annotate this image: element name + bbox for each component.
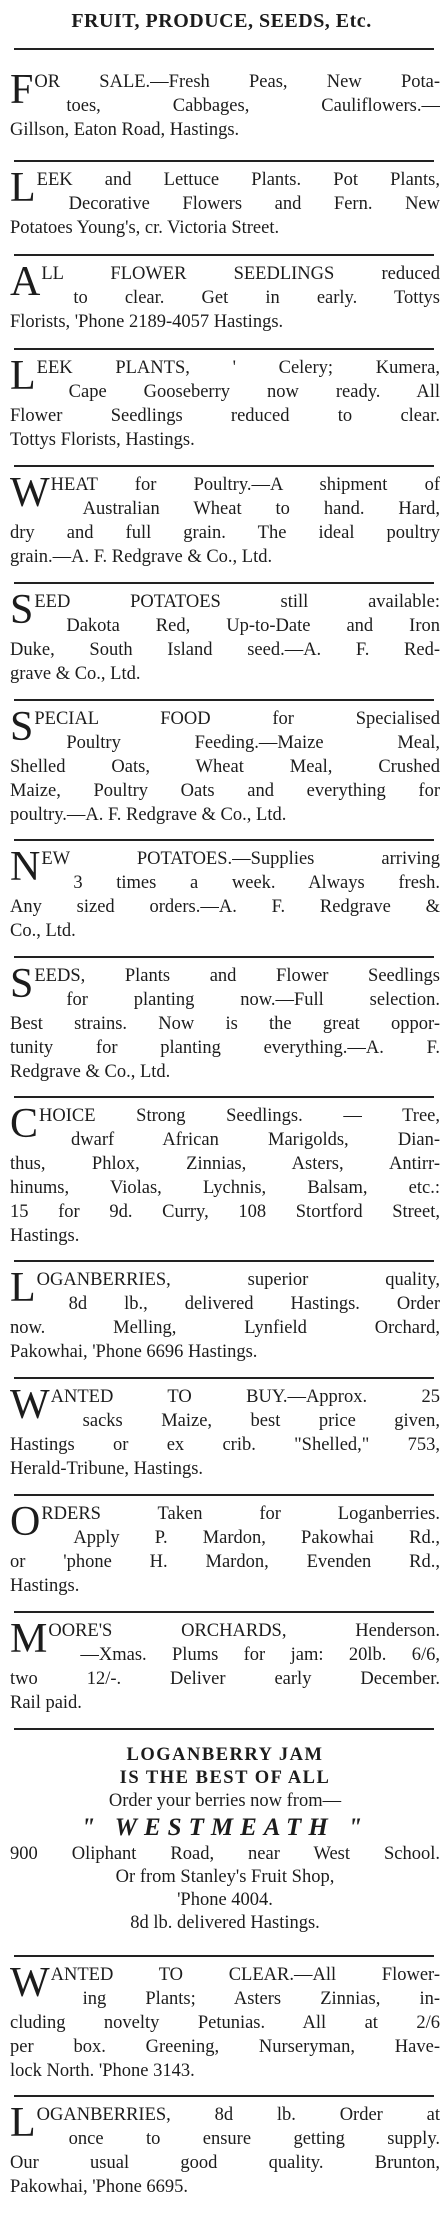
classified-ad bbox=[10, 356, 440, 452]
ad-text-line: for planting now.—Full selection. bbox=[66, 990, 440, 1010]
drop-cap-initial: O bbox=[10, 1502, 41, 1545]
classified-ad bbox=[10, 1385, 440, 1481]
ad-text-line: HOICE Strong Seedlings. — Tree, bbox=[39, 1106, 440, 1126]
ad-text-line: Our usual good quality. Brunton, bbox=[10, 2153, 440, 2173]
classified-ad bbox=[10, 70, 440, 142]
classified-ad bbox=[10, 1619, 440, 1715]
ad-text-line: Shelled Oats, Wheat Meal, Crushed bbox=[10, 757, 440, 777]
ad-text-line: Dakota Red, Up-to-Date and Iron bbox=[66, 616, 440, 636]
ad-text-line: OGANBERRIES, superior quality, bbox=[36, 1270, 440, 1290]
ad-text-line: LOGANBERRY JAM bbox=[126, 1745, 324, 1765]
ad-text-line: two 12/-. Deliver early December. bbox=[10, 1669, 440, 1689]
drop-cap-initial: S bbox=[10, 590, 34, 633]
divider-rule bbox=[14, 1494, 434, 1496]
divider-rule bbox=[14, 348, 434, 350]
divider-rule bbox=[14, 839, 434, 841]
ad-text-line: Decorative Flowers and Fern. New bbox=[68, 194, 440, 214]
ad-text-line: cluding novelty Petunias. All at 2/6 bbox=[10, 2013, 440, 2033]
ad-text-line: Apply P. Mardon, Pakowhai Rd., bbox=[73, 1528, 440, 1548]
ad-text-line: lock North. 'Phone 3143. bbox=[10, 2061, 195, 2081]
ad-text-line: Best strains. Now is the great oppor- bbox=[10, 1014, 440, 1034]
divider-rule bbox=[14, 48, 434, 50]
divider-rule bbox=[14, 582, 434, 584]
ad-text-line: Tottys Florists, Hastings. bbox=[10, 430, 195, 450]
ad-text-line: to clear. Get in early. Tottys bbox=[73, 288, 440, 308]
ad-text-line: Flower Seedlings reduced to clear. bbox=[10, 406, 440, 426]
ad-text-line: EEDS, Plants and Flower Seedlings bbox=[34, 966, 440, 986]
classified-ad bbox=[10, 847, 440, 943]
ad-text-line: toes, Cabbages, Cauliflowers.— bbox=[66, 96, 440, 116]
classified-ad bbox=[10, 2103, 440, 2199]
ad-text-line: RDERS Taken for Loganberries. bbox=[41, 1504, 440, 1524]
ad-text-line: Gillson, Eaton Road, Hastings. bbox=[10, 120, 240, 140]
ad-text-line: hinums, Violas, Lychnis, Balsam, etc.: bbox=[10, 1178, 440, 1198]
ad-text-line: grain.—A. F. Redgrave & Co., Ltd. bbox=[10, 547, 273, 567]
ad-text-line: ing Plants; Asters Zinnias, in- bbox=[82, 1989, 440, 2009]
drop-cap-initial: W bbox=[10, 1385, 50, 1428]
divider-rule bbox=[14, 956, 434, 958]
ad-text-line: Cape Gooseberry now ready. All bbox=[68, 382, 440, 402]
divider-rule bbox=[14, 1611, 434, 1613]
drop-cap-initial: L bbox=[10, 2103, 36, 2146]
ad-text-line: Any sized orders.—A. F. Redgrave & bbox=[10, 897, 440, 917]
classified-ad bbox=[10, 1104, 440, 1248]
ad-text-line: Poultry Feeding.—Maize Meal, bbox=[66, 733, 440, 753]
loganberry-jam-advertisement bbox=[10, 1744, 440, 1935]
ad-text-line: Pakowhai, 'Phone 6695. bbox=[10, 2177, 189, 2197]
ad-text-line: Herald-Tribune, Hastings. bbox=[10, 1459, 204, 1479]
drop-cap-initial: L bbox=[10, 168, 36, 211]
ad-text-line: OGANBERRIES, 8d lb. Order at bbox=[36, 2105, 440, 2125]
classified-ad bbox=[10, 1502, 440, 1598]
ad-text-line: 8d lb. delivered Hastings. bbox=[130, 1913, 320, 1933]
divider-rule bbox=[14, 465, 434, 467]
divider-rule bbox=[14, 254, 434, 256]
ad-text-line: ANTED TO BUY.—Approx. 25 bbox=[50, 1387, 440, 1407]
ad-text-line: poultry.—A. F. Redgrave & Co., Ltd. bbox=[10, 805, 287, 825]
classified-ad bbox=[10, 473, 440, 569]
drop-cap-initial: F bbox=[10, 70, 34, 113]
ad-text-line: tunity for planting everything.—A. F. bbox=[10, 1038, 440, 1058]
classified-ad bbox=[10, 707, 440, 827]
ad-text-line: EEK PLANTS, ' Celery; Kumera, bbox=[36, 358, 440, 378]
drop-cap-initial: S bbox=[10, 964, 34, 1007]
divider-rule bbox=[14, 1260, 434, 1262]
ad-text-line: " WESTMEATH " bbox=[81, 1814, 369, 1841]
ad-text-line: PECIAL FOOD for Specialised bbox=[34, 709, 440, 729]
classified-ad bbox=[10, 1268, 440, 1364]
ad-text-line: Potatoes Young's, cr. Victoria Street. bbox=[10, 218, 280, 238]
drop-cap-initial: L bbox=[10, 356, 36, 399]
ad-text-line: or 'phone H. Mardon, Evenden Rd., bbox=[10, 1552, 440, 1572]
drop-cap-initial: L bbox=[10, 1268, 36, 1311]
drop-cap-initial: W bbox=[10, 1963, 50, 2006]
ad-text-line: —Xmas. Plums for jam: 20lb. 6/6, bbox=[80, 1645, 440, 1665]
ad-text-line: Hastings or ex crib. "Shelled," 753, bbox=[10, 1435, 440, 1455]
ad-text-line: per box. Greening, Nurseryman, Have- bbox=[10, 2037, 440, 2057]
ad-text-line: Hastings. bbox=[10, 1226, 80, 1246]
divider-rule bbox=[14, 1096, 434, 1098]
ad-text-line: dry and full grain. The ideal poultry bbox=[10, 523, 440, 543]
ad-text-line: thus, Phlox, Zinnias, Asters, Antirr- bbox=[10, 1154, 440, 1174]
ad-text-line: 3 times a week. Always fresh. bbox=[73, 873, 440, 893]
ad-text-line: LL FLOWER SEEDLINGS reduced bbox=[41, 264, 440, 284]
ad-text-line: Florists, 'Phone 2189-4057 Hastings. bbox=[10, 312, 284, 332]
section-heading: FRUIT, PRODUCE, SEEDS, Etc. bbox=[71, 10, 372, 32]
ad-text-line: IS THE BEST OF ALL bbox=[119, 1768, 331, 1788]
divider-rule bbox=[14, 1377, 434, 1379]
divider-rule bbox=[14, 160, 434, 162]
ad-text-line: once to ensure getting supply. bbox=[68, 2129, 440, 2149]
drop-cap-initial: C bbox=[10, 1104, 39, 1147]
ad-text-line: sacks Maize, best price given, bbox=[82, 1411, 440, 1431]
drop-cap-initial: S bbox=[10, 707, 34, 750]
divider-rule bbox=[14, 2095, 434, 2097]
ad-text-line: Australian Wheat to hand. Hard, bbox=[82, 499, 440, 519]
ad-text-line: ANTED TO CLEAR.—All Flower- bbox=[50, 1965, 440, 1985]
drop-cap-initial: N bbox=[10, 847, 41, 890]
classified-ad bbox=[10, 262, 440, 334]
ad-text-line: HEAT for Poultry.—A shipment of bbox=[50, 475, 440, 495]
ad-text-line: Maize, Poultry Oats and everything for bbox=[10, 781, 440, 801]
ad-text-line: OR SALE.—Fresh Peas, New Pota- bbox=[34, 72, 440, 92]
ad-text-line: 900 Oliphant Road, near West School. bbox=[10, 1844, 440, 1864]
ad-text-line: 'Phone 4004. bbox=[177, 1890, 273, 1910]
ad-text-line: now. Melling, Lynfield Orchard, bbox=[10, 1318, 440, 1338]
classified-ad bbox=[10, 590, 440, 686]
divider-rule bbox=[14, 1728, 434, 1730]
drop-cap-initial: W bbox=[10, 473, 50, 516]
ad-text-line: Or from Stanley's Fruit Shop, bbox=[115, 1867, 335, 1887]
ad-text-line: grave & Co., Ltd. bbox=[10, 664, 141, 684]
ad-text-line: dwarf African Marigolds, Dian- bbox=[71, 1130, 440, 1150]
ad-text-line: Pakowhai, 'Phone 6696 Hastings. bbox=[10, 1342, 258, 1362]
ad-text-line: Hastings. bbox=[10, 1576, 80, 1596]
classified-ad bbox=[10, 1963, 440, 2083]
ad-text-line: EW POTATOES.—Supplies arriving bbox=[41, 849, 440, 869]
ad-text-line: 8d lb., delivered Hastings. Order bbox=[68, 1294, 440, 1314]
ad-text-line: Rail paid. bbox=[10, 1693, 82, 1713]
ad-text-line: Order your berries now from— bbox=[108, 1791, 342, 1811]
drop-cap-initial: M bbox=[10, 1619, 48, 1662]
ad-text-line: EED POTATOES still available: bbox=[34, 592, 440, 612]
ad-text-line: OORE'S ORCHARDS, Henderson. bbox=[48, 1621, 440, 1641]
ad-text-line: Co., Ltd. bbox=[10, 921, 76, 941]
ad-text-line: Duke, South Island seed.—A. F. Red- bbox=[10, 640, 440, 660]
divider-rule bbox=[14, 1955, 434, 1957]
ad-text-line: EEK and Lettuce Plants. Pot Plants, bbox=[36, 170, 440, 190]
divider-rule bbox=[14, 699, 434, 701]
ad-text-line: 15 for 9d. Curry, 108 Stortford Street, bbox=[10, 1202, 440, 1222]
drop-cap-initial: A bbox=[10, 262, 41, 305]
classified-ad bbox=[10, 964, 440, 1084]
classified-ad bbox=[10, 168, 440, 240]
ad-text-line: Redgrave & Co., Ltd. bbox=[10, 1062, 171, 1082]
